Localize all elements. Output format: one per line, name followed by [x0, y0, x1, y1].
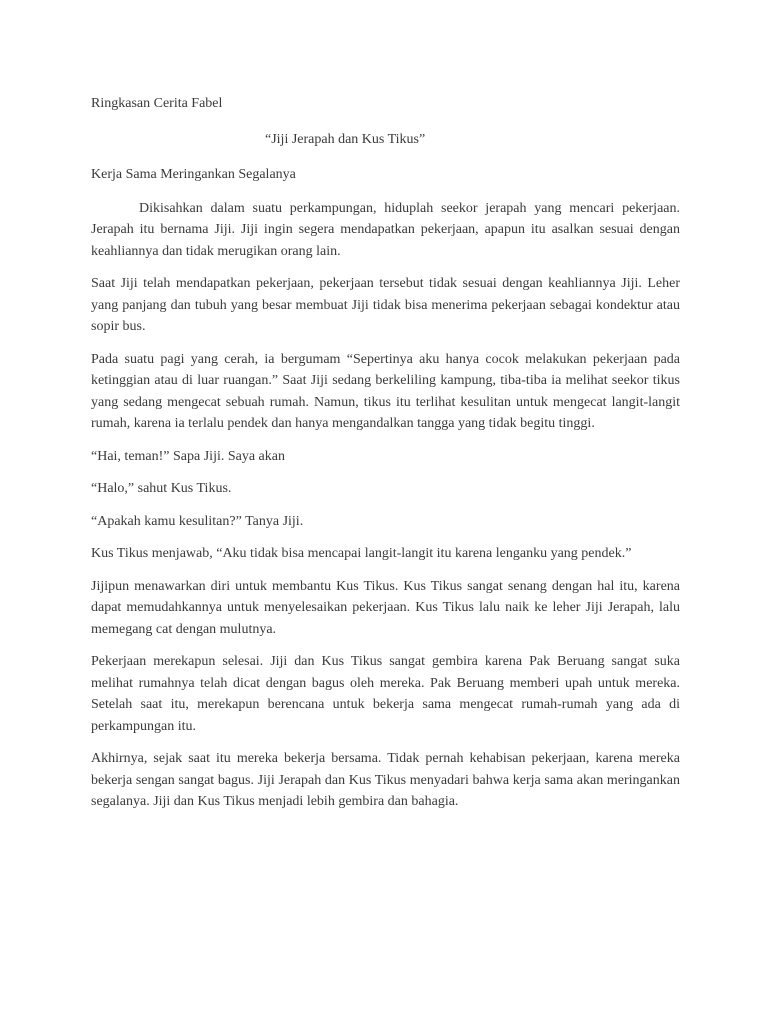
paragraph-help: Jijipun menawarkan diri untuk membantu Kus Tikus. Kus Tikus sangat senang dengan hal itu, karena dapat memudahkannya untuk menyelesaikan pekerjaan. Kus Tikus lalu naik ke leher Jiji Jerapah, lalu memegang cat dengan mulutnya. — [91, 578, 680, 637]
paragraph-ending: Akhirnya, sejak saat itu mereka bekerja bersama. Tidak pernah kehabisan pekerjaan, karena mereka bekerja sengan sangat bagus. Jiji Jerapah dan Kus Tikus menyadari bahwa kerja sama akan meringankan segalanya. Jiji dan Kus Tikus menjadi lebih gembira dan bahagia. — [91, 751, 680, 809]
paragraph-job: Saat Jiji telah mendapatkan pekerjaan, pekerjaan tersebut tidak sesuai dengan keahliannya Jiji. Leher yang panjang dan tubuh yang besar membuat Jiji tidak bisa menerima pekerjaan sebagai kondektur atau sopir bus. — [91, 276, 680, 334]
dialogue-greeting: “Hai, teman!” Sapa Jiji. Saya akan — [91, 448, 285, 464]
paragraph-morning: Pada suatu pagi yang cerah, ia bergumam “Sepertinya aku hanya cocok melakukan pekerjaan pada ketinggian atau di luar ruangan.” Saat Jiji sedang berkeliling kampung, tiba-tiba ia melihat seekor tikus yang sedang mengecat sebuah rumah. Namun, tikus itu terlihat kesulitan untuk mengecat langit-langit rumah, karena ia terlalu pendek dan hanya mengandalkan tangga yang tidak begitu tinggi. — [91, 351, 680, 431]
story-title: “Jiji Jerapah dan Kus Tikus” — [265, 131, 426, 147]
document-heading: Ringkasan Cerita Fabel — [91, 96, 223, 111]
dialogue-reply: “Halo,” sahut Kus Tikus. — [91, 481, 232, 496]
dialogue-question: “Apakah kamu kesulitan?” Tanya Jiji. — [91, 513, 304, 529]
paragraph-intro: Dikisahkan dalam suatu perkampungan, hiduplah seekor jerapah yang mencari pekerjaan. Jerapah itu bernama Jiji. Jiji ingin segera mendapatkan pekerjaan, apapun itu asalkan sesuai dengan keahliannya dan tidak merugikan orang lain. — [91, 200, 680, 259]
story-theme: Kerja Sama Meringankan Segalanya — [91, 167, 296, 182]
dialogue-answer: Kus Tikus menjawab, “Aku tidak bisa mencapai langit-langit itu karena lenganku yang pendek.” — [91, 546, 632, 561]
paragraph-finished: Pekerjaan merekapun selesai. Jiji dan Kus Tikus sangat gembira karena Pak Beruang sangat suka melihat rumahnya telah dicat dengan bagus oleh mereka. Pak Beruang memberi upah untuk mereka. Setelah saat itu, merekapun berencana untuk bekerja sama mengecat rumah-rumah yang ada di perkampungan itu. — [91, 654, 680, 734]
